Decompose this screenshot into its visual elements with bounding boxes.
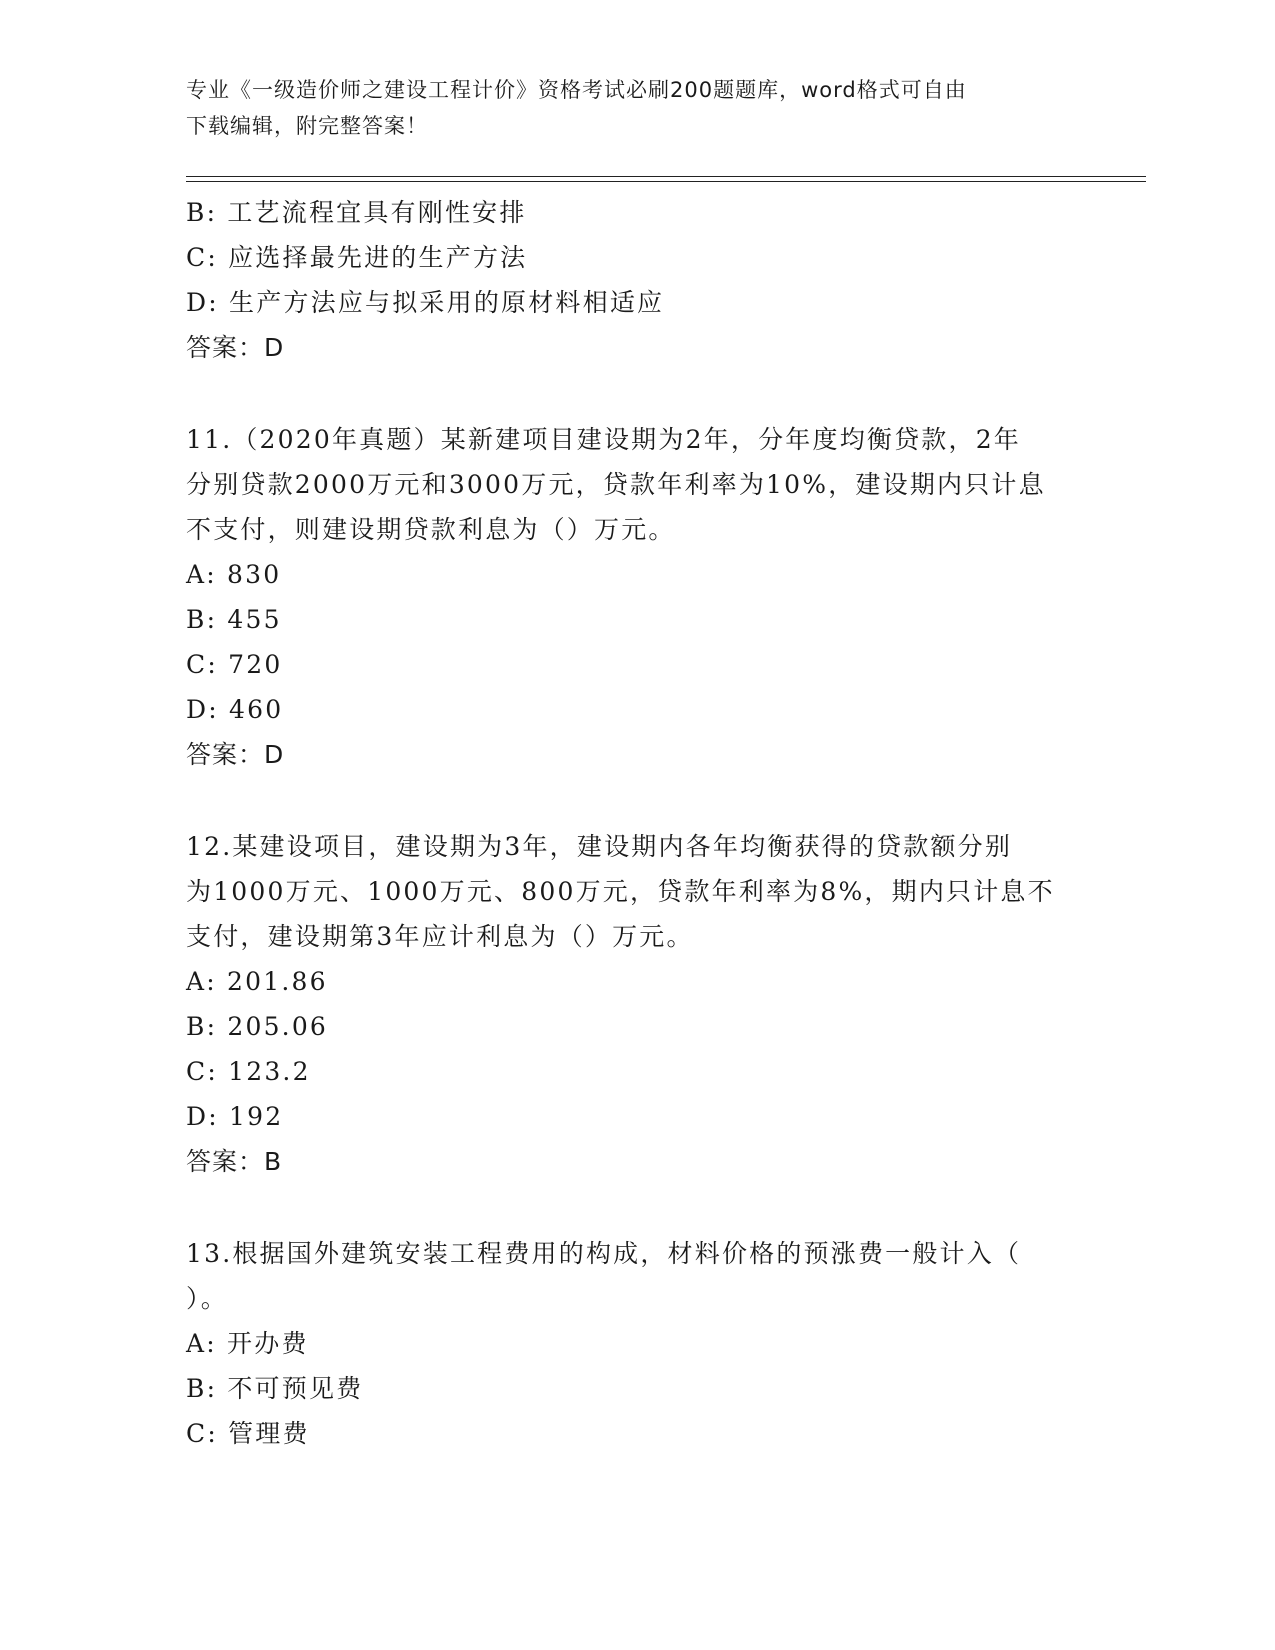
question-text-line: ）。 [186,1284,228,1313]
option-a: A: 201.86 [186,967,328,996]
option-b: B: 205.06 [186,1012,329,1041]
option-c: C: 720 [186,650,283,679]
option-c: C: 应选择最先进的生产方法 [186,243,528,272]
header-line-2: 下载编辑，附完整答案！ [186,114,428,138]
option-d: D: 460 [186,695,284,724]
question-text-line: 13.根据国外建筑安装工程费用的构成，材料价格的预涨费一般计入（ [186,1239,1022,1268]
option-b: B: 不可预见费 [186,1374,364,1403]
question-11 [186,417,1086,777]
document-body [186,190,1086,1456]
option-a: A: 开办费 [186,1329,309,1358]
question-text-line: 11.（2020年真题）某新建项目建设期为2年，分年度均衡贷款，2年 [186,425,1021,454]
header-line-1: 专业《一级造价师之建设工程计价》资格考试必刷200题题库，word格式可自由 [186,78,967,102]
option-c: C: 123.2 [186,1057,311,1086]
option-d: D: 生产方法应与拟采用的原材料相适应 [186,288,665,317]
option-c: C: 管理费 [186,1419,310,1448]
header-divider-top [186,176,1146,177]
option-b: B: 工艺流程宜具有刚性安排 [186,198,527,227]
answer-line: 答案：D [186,333,285,362]
answer-line: 答案：D [186,740,285,769]
question-text-line: 不支付，则建设期贷款利息为（）万元。 [186,515,676,544]
question-text-line: 为1000万元、1000万元、800万元，贷款年利率为8%，期内只计息不 [186,877,1055,906]
question-12 [186,824,1086,1184]
answer-line: 答案：B [186,1147,283,1176]
header-divider-bottom [186,181,1146,182]
question-13 [186,1231,1086,1456]
option-b: B: 455 [186,605,282,634]
document-header [186,72,1066,144]
question-text-line: 12.某建设项目，建设期为3年，建设期内各年均衡获得的贷款额分别 [186,832,1013,861]
option-a: A: 830 [186,560,282,589]
question-text-line: 分别贷款2000万元和3000万元，贷款年利率为10%，建设期内只计息 [186,470,1046,499]
option-d: D: 192 [186,1102,284,1131]
question-text-line: 支付，建设期第3年应计利息为（）万元。 [186,922,694,951]
continued-question [186,190,1086,370]
